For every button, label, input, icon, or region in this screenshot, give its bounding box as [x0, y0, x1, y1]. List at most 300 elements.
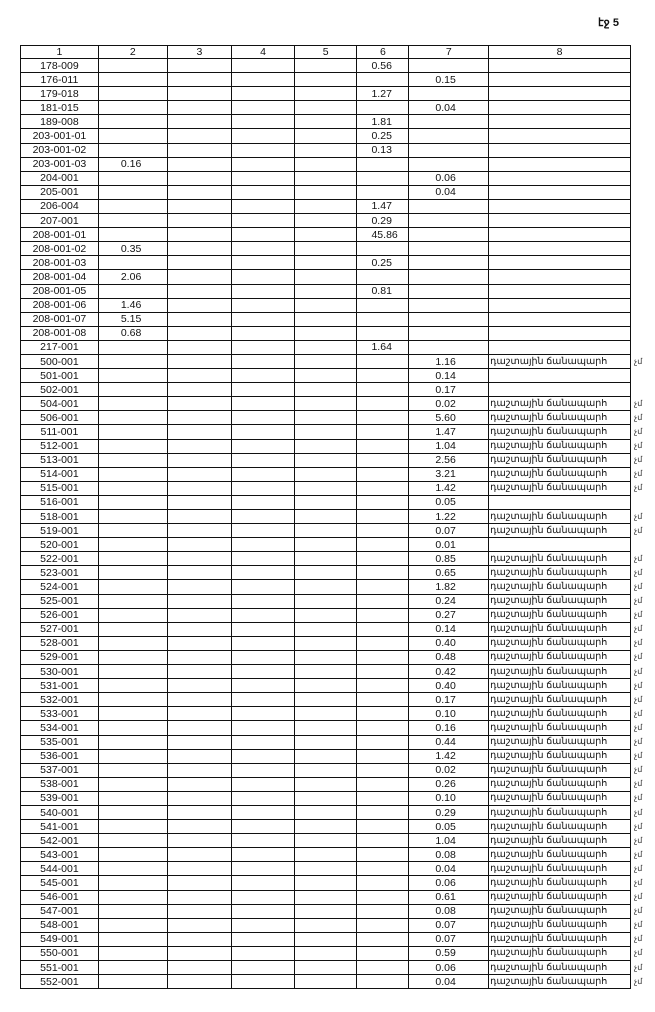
- table-row: [21, 298, 655, 312]
- land-type: [489, 270, 631, 284]
- margin-note: չմ: [634, 892, 643, 902]
- col2-value: [98, 580, 167, 594]
- col3-value: [167, 848, 232, 862]
- table-row: [21, 185, 655, 199]
- land-type: դաշտային ճանապարհ: [489, 566, 631, 580]
- col4-value: [232, 73, 295, 87]
- table-row: [21, 143, 655, 157]
- land-type: դաշտային ճանապարհ: [489, 975, 631, 989]
- col4-value: [232, 552, 295, 566]
- col6-value: [357, 961, 409, 975]
- col4-value: [232, 876, 295, 890]
- land-type: [489, 242, 631, 256]
- col4-value: [232, 270, 295, 284]
- col4-value: [232, 890, 295, 904]
- parcel-code: 500-001: [21, 354, 99, 368]
- table-row: [21, 805, 655, 819]
- col5-value: [294, 679, 357, 693]
- col2-value: [98, 284, 167, 298]
- col3-value: [167, 777, 232, 791]
- col7-value: 0.40: [409, 636, 489, 650]
- margin-note: չմ: [634, 807, 643, 817]
- col5-value: [294, 199, 357, 213]
- land-type: [489, 340, 631, 354]
- margin-note: [631, 495, 655, 509]
- col7-value: 3.21: [409, 467, 489, 481]
- col7-value: 0.29: [409, 805, 489, 819]
- margin-note: [631, 59, 655, 73]
- col7-value: 0.40: [409, 679, 489, 693]
- col3-value: [167, 665, 232, 679]
- margin-note: չմ: [634, 356, 643, 366]
- parcel-code: 520-001: [21, 538, 99, 552]
- col3-value: [167, 270, 232, 284]
- col6-value: [357, 622, 409, 636]
- col6-value: [357, 918, 409, 932]
- col5-value: [294, 608, 357, 622]
- col2-value: [98, 481, 167, 495]
- col3-value: [167, 707, 232, 721]
- col5-value: [294, 115, 357, 129]
- col4-value: [232, 946, 295, 960]
- land-type: դաշտային ճանապարհ: [489, 946, 631, 960]
- table-row: [21, 453, 655, 467]
- col2-value: [98, 749, 167, 763]
- col7-value: 2.56: [409, 453, 489, 467]
- land-type: դաշտային ճանապարհ: [489, 820, 631, 834]
- land-type: դաշտային ճանապարհ: [489, 848, 631, 862]
- col2-value: [98, 425, 167, 439]
- col4-value: [232, 524, 295, 538]
- col4-value: [232, 411, 295, 425]
- col3-value: [167, 481, 232, 495]
- parcel-code: 551-001: [21, 961, 99, 975]
- col6-value: 1.64: [357, 340, 409, 354]
- parcel-code: 545-001: [21, 876, 99, 890]
- col5-value: [294, 707, 357, 721]
- col5-value: [294, 890, 357, 904]
- margin-note: [631, 87, 655, 101]
- col5-value: [294, 580, 357, 594]
- col7-value: 0.08: [409, 904, 489, 918]
- col2-value: [98, 256, 167, 270]
- col2-value: 1.46: [98, 298, 167, 312]
- parcel-code: 208-001-05: [21, 284, 99, 298]
- margin-note: չմ: [634, 666, 643, 676]
- table-row: [21, 961, 655, 975]
- col6-value: [357, 369, 409, 383]
- table-row: [21, 932, 655, 946]
- col7-value: [409, 284, 489, 298]
- col4-value: [232, 242, 295, 256]
- parcel-code: 532-001: [21, 693, 99, 707]
- table-row: [21, 101, 655, 115]
- col7-value: 0.05: [409, 820, 489, 834]
- table-row: [21, 749, 655, 763]
- margin-note: չմ: [634, 567, 643, 577]
- col3-value: [167, 425, 232, 439]
- col4-value: [232, 101, 295, 115]
- parcel-code: 203-001-01: [21, 129, 99, 143]
- table-row: [21, 834, 655, 848]
- col5-value: [294, 510, 357, 524]
- col3-value: [167, 622, 232, 636]
- col4-value: [232, 608, 295, 622]
- table-row: [21, 735, 655, 749]
- col4-value: [232, 481, 295, 495]
- col2-value: [98, 87, 167, 101]
- col3-value: [167, 791, 232, 805]
- col5-value: [294, 975, 357, 989]
- col4-value: [232, 199, 295, 213]
- col2-value: [98, 115, 167, 129]
- col3-value: [167, 946, 232, 960]
- col3-value: [167, 904, 232, 918]
- parcel-code: 531-001: [21, 679, 99, 693]
- margin-note: չմ: [634, 722, 643, 732]
- margin-note: չմ: [634, 511, 643, 521]
- col5-value: [294, 932, 357, 946]
- parcel-code: 526-001: [21, 608, 99, 622]
- col7-value: [409, 129, 489, 143]
- parcel-code: 528-001: [21, 636, 99, 650]
- parcel-code: 548-001: [21, 918, 99, 932]
- parcel-code: 501-001: [21, 369, 99, 383]
- col5-value: [294, 538, 357, 552]
- table-row: [21, 157, 655, 171]
- parcel-code: 549-001: [21, 932, 99, 946]
- land-type: դաշտային ճանապարհ: [489, 904, 631, 918]
- parcel-code: 208-001-02: [21, 242, 99, 256]
- col4-value: [232, 805, 295, 819]
- col3-value: [167, 199, 232, 213]
- col2-value: [98, 721, 167, 735]
- col7-value: 0.02: [409, 397, 489, 411]
- land-type: [489, 171, 631, 185]
- land-type: [489, 115, 631, 129]
- parcel-code: 524-001: [21, 580, 99, 594]
- col6-value: [357, 439, 409, 453]
- col6-value: [357, 749, 409, 763]
- col5-value: [294, 59, 357, 73]
- col7-value: 0.17: [409, 693, 489, 707]
- col7-value: 1.82: [409, 580, 489, 594]
- col3-value: [167, 918, 232, 932]
- col7-value: [409, 199, 489, 213]
- margin-note: չմ: [634, 920, 643, 930]
- col6-value: [357, 242, 409, 256]
- col6-value: 45.86: [357, 228, 409, 242]
- col4-value: [232, 594, 295, 608]
- col3-value: [167, 411, 232, 425]
- col4-value: [232, 425, 295, 439]
- col6-value: [357, 354, 409, 368]
- land-type: [489, 185, 631, 199]
- col2-value: [98, 707, 167, 721]
- col5-value: [294, 214, 357, 228]
- margin-note: [631, 185, 655, 199]
- col6-value: [357, 946, 409, 960]
- col4-value: [232, 636, 295, 650]
- margin-note: [631, 115, 655, 129]
- col7-value: 0.14: [409, 369, 489, 383]
- parcel-code: 208-001-04: [21, 270, 99, 284]
- col3-value: [167, 59, 232, 73]
- col6-value: [357, 932, 409, 946]
- col5-value: [294, 453, 357, 467]
- col3-value: [167, 87, 232, 101]
- col3-value: [167, 538, 232, 552]
- col4-value: [232, 834, 295, 848]
- table-row: [21, 510, 655, 524]
- col2-value: 0.68: [98, 326, 167, 340]
- table-row: [21, 411, 655, 425]
- table-row: [21, 707, 655, 721]
- column-header: 1: [21, 46, 99, 59]
- parcel-code: 511-001: [21, 425, 99, 439]
- col5-value: [294, 961, 357, 975]
- col6-value: [357, 665, 409, 679]
- margin-note: [631, 228, 655, 242]
- col4-value: [232, 735, 295, 749]
- col4-value: [232, 171, 295, 185]
- col2-value: [98, 805, 167, 819]
- col4-value: [232, 665, 295, 679]
- land-type: դաշտային ճանապարհ: [489, 425, 631, 439]
- col7-value: [409, 143, 489, 157]
- col5-value: [294, 693, 357, 707]
- land-parcel-table: [20, 45, 655, 989]
- margin-note: [631, 369, 655, 383]
- col4-value: [232, 580, 295, 594]
- land-type: [489, 87, 631, 101]
- margin-note: չմ: [634, 976, 643, 986]
- col3-value: [167, 834, 232, 848]
- col7-value: 0.08: [409, 848, 489, 862]
- col2-value: [98, 340, 167, 354]
- col3-value: [167, 115, 232, 129]
- col6-value: [357, 101, 409, 115]
- table-row: [21, 763, 655, 777]
- col2-value: [98, 777, 167, 791]
- col2-value: [98, 636, 167, 650]
- margin-note: [631, 214, 655, 228]
- col4-value: [232, 143, 295, 157]
- col3-value: [167, 524, 232, 538]
- col3-value: [167, 439, 232, 453]
- col6-value: 0.25: [357, 129, 409, 143]
- col3-value: [167, 228, 232, 242]
- col6-value: [357, 679, 409, 693]
- margin-note: չմ: [634, 708, 643, 718]
- col7-value: 0.26: [409, 777, 489, 791]
- col5-value: [294, 298, 357, 312]
- margin-note: չմ: [634, 737, 643, 747]
- land-type: [489, 495, 631, 509]
- col3-value: [167, 763, 232, 777]
- col4-value: [232, 467, 295, 481]
- col2-value: [98, 171, 167, 185]
- col7-value: 0.59: [409, 946, 489, 960]
- table-row: [21, 199, 655, 213]
- parcel-code: 537-001: [21, 763, 99, 777]
- col7-value: [409, 340, 489, 354]
- page-number: էջ 5: [598, 17, 619, 29]
- col2-value: [98, 679, 167, 693]
- col3-value: [167, 369, 232, 383]
- col3-value: [167, 975, 232, 989]
- col2-value: [98, 693, 167, 707]
- col6-value: 0.25: [357, 256, 409, 270]
- margin-note: չմ: [634, 624, 643, 634]
- col7-value: 0.14: [409, 622, 489, 636]
- col6-value: [357, 848, 409, 862]
- col6-value: [357, 495, 409, 509]
- table-row: [21, 876, 655, 890]
- parcel-code: 176-011: [21, 73, 99, 87]
- col6-value: [357, 594, 409, 608]
- col5-value: [294, 340, 357, 354]
- parcel-code: 547-001: [21, 904, 99, 918]
- col3-value: [167, 805, 232, 819]
- margin-note: չմ: [634, 821, 643, 831]
- margin-note: [631, 242, 655, 256]
- land-type: դաշտային ճանապարհ: [489, 777, 631, 791]
- table-row: [21, 270, 655, 284]
- col7-value: 0.85: [409, 552, 489, 566]
- col4-value: [232, 369, 295, 383]
- col6-value: [357, 876, 409, 890]
- land-type: դաշտային ճանապարհ: [489, 961, 631, 975]
- col3-value: [167, 749, 232, 763]
- col3-value: [167, 679, 232, 693]
- parcel-code: 523-001: [21, 566, 99, 580]
- col3-value: [167, 566, 232, 580]
- col6-value: [357, 397, 409, 411]
- col6-value: [357, 975, 409, 989]
- col2-value: [98, 735, 167, 749]
- col6-value: [357, 636, 409, 650]
- table-row: [21, 256, 655, 270]
- margin-note: [631, 538, 655, 552]
- parcel-code: 525-001: [21, 594, 99, 608]
- col4-value: [232, 820, 295, 834]
- parcel-code: 189-008: [21, 115, 99, 129]
- col3-value: [167, 242, 232, 256]
- land-type: դաշտային ճանապարհ: [489, 707, 631, 721]
- parcel-code: 516-001: [21, 495, 99, 509]
- col2-value: [98, 918, 167, 932]
- col5-value: [294, 735, 357, 749]
- land-type: դաշտային ճանապարհ: [489, 354, 631, 368]
- margin-note: չմ: [634, 680, 643, 690]
- col5-value: [294, 354, 357, 368]
- column-header: 2: [98, 46, 167, 59]
- land-type: դաշտային ճանապարհ: [489, 862, 631, 876]
- col2-value: [98, 650, 167, 664]
- parcel-code: 535-001: [21, 735, 99, 749]
- col5-value: [294, 73, 357, 87]
- col5-value: [294, 425, 357, 439]
- col3-value: [167, 721, 232, 735]
- land-type: դաշտային ճանապարհ: [489, 834, 631, 848]
- col6-value: [357, 538, 409, 552]
- parcel-code: 217-001: [21, 340, 99, 354]
- col5-value: [294, 594, 357, 608]
- land-type: [489, 157, 631, 171]
- col7-value: 5.60: [409, 411, 489, 425]
- col7-value: 1.47: [409, 425, 489, 439]
- col4-value: [232, 510, 295, 524]
- col5-value: [294, 326, 357, 340]
- col5-value: [294, 636, 357, 650]
- col4-value: [232, 185, 295, 199]
- parcel-code: 534-001: [21, 721, 99, 735]
- margin-note: չմ: [634, 638, 643, 648]
- col7-value: [409, 87, 489, 101]
- margin-note: չմ: [634, 652, 643, 662]
- col5-value: [294, 650, 357, 664]
- margin-note: [631, 101, 655, 115]
- col6-value: [357, 157, 409, 171]
- col5-value: [294, 721, 357, 735]
- margin-note: [631, 157, 655, 171]
- col2-value: [98, 932, 167, 946]
- land-type: դաշտային ճանապարհ: [489, 693, 631, 707]
- margin-note: չմ: [634, 835, 643, 845]
- table-row: [21, 242, 655, 256]
- col2-value: [98, 453, 167, 467]
- land-type: [489, 129, 631, 143]
- table-row: [21, 946, 655, 960]
- table-row: [21, 369, 655, 383]
- col5-value: [294, 834, 357, 848]
- col7-value: [409, 228, 489, 242]
- col7-value: [409, 270, 489, 284]
- col2-value: [98, 101, 167, 115]
- table-row: [21, 481, 655, 495]
- parcel-code: 543-001: [21, 848, 99, 862]
- col6-value: [357, 481, 409, 495]
- col3-value: [167, 495, 232, 509]
- col7-value: 0.07: [409, 918, 489, 932]
- land-type: դաշտային ճանապարհ: [489, 876, 631, 890]
- margin-note: [631, 383, 655, 397]
- land-type: [489, 101, 631, 115]
- table-row: [21, 214, 655, 228]
- margin-note: [631, 73, 655, 87]
- col2-value: [98, 820, 167, 834]
- col2-value: [98, 975, 167, 989]
- col6-value: [357, 580, 409, 594]
- col7-value: 0.02: [409, 763, 489, 777]
- col7-value: [409, 115, 489, 129]
- land-type: դաշտային ճանապարհ: [489, 749, 631, 763]
- col6-value: [357, 566, 409, 580]
- land-type: [489, 298, 631, 312]
- col4-value: [232, 495, 295, 509]
- col6-value: [357, 805, 409, 819]
- col3-value: [167, 961, 232, 975]
- land-type: դաշտային ճանապարհ: [489, 932, 631, 946]
- col7-value: [409, 256, 489, 270]
- col2-value: [98, 566, 167, 580]
- col5-value: [294, 171, 357, 185]
- land-type: դաշտային ճանապարհ: [489, 608, 631, 622]
- col6-value: [357, 383, 409, 397]
- col2-value: [98, 143, 167, 157]
- col4-value: [232, 862, 295, 876]
